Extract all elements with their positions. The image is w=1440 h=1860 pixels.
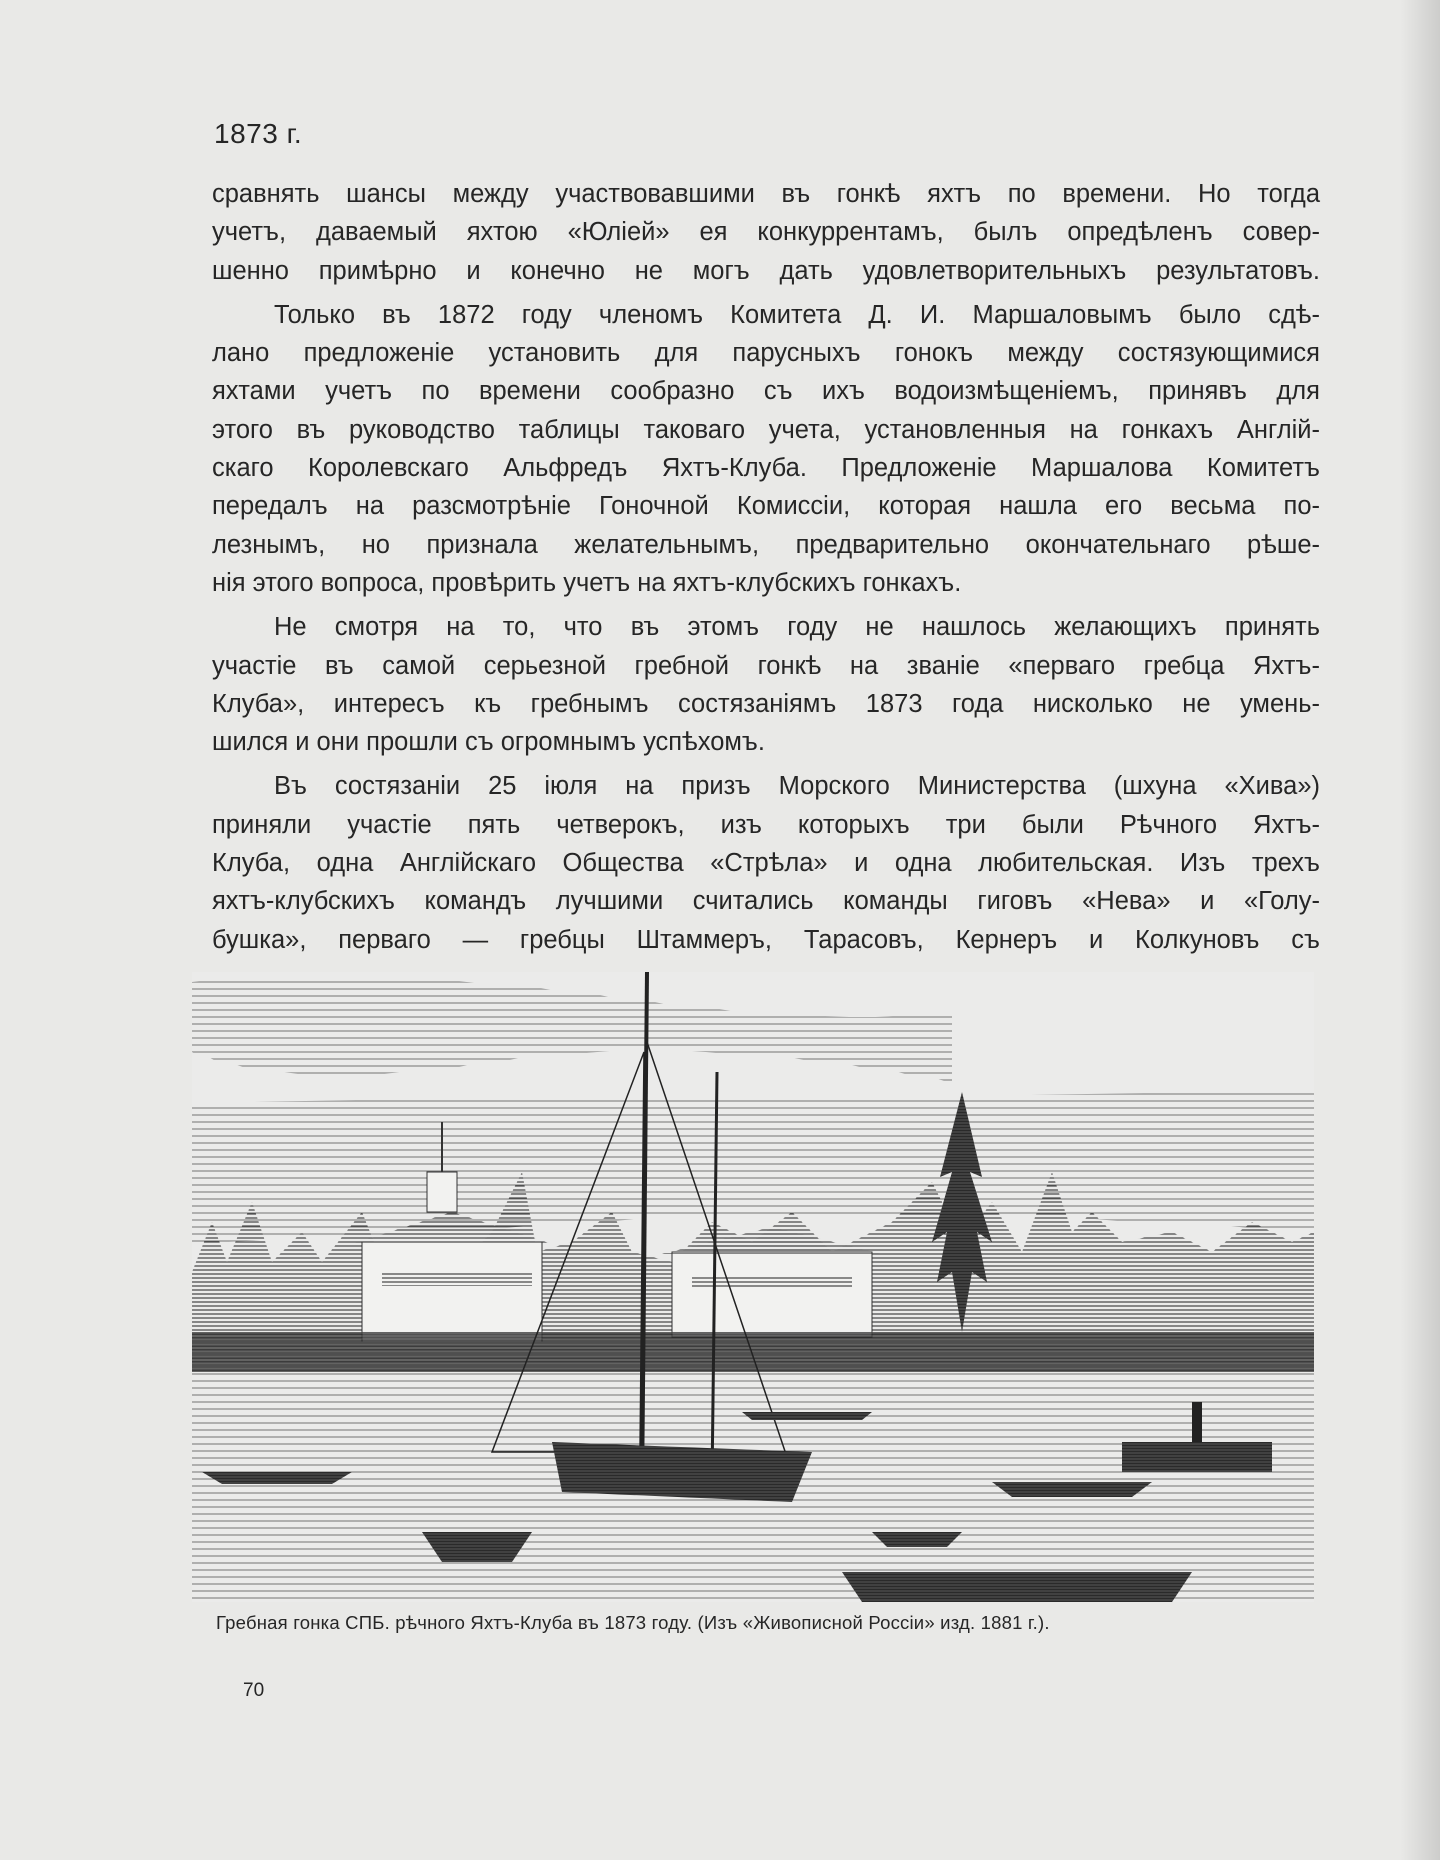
text-line: Не смотря на то, что въ этомъ году не нашлось желающихъ принять <box>274 613 1320 642</box>
text-line: Клуба, одна Англійскаго Общества «Стрѣла» и одна любительская. Изъ трехъ <box>212 849 1320 878</box>
text-line: лезнымъ, но признала желательнымъ, предварительно окончательнаго рѣше- <box>212 530 1320 559</box>
text-line: бушка», перваго — гребцы Штаммеръ, Тарасовъ, Кернеръ и Колкуновъ съ <box>212 925 1320 954</box>
text-line: яхтъ-клубскихъ командъ лучшими считались команды гиговъ «Нева» и «Голу- <box>212 887 1320 916</box>
text-line: сравнять шансы между участвовавшими въ гонкѣ яхтъ по времени. Но тогда <box>212 180 1320 208</box>
text-line: Въ состязаніи 25 іюля на призъ Морского Министерства (шхуна «Хива») <box>274 772 1320 801</box>
text-line: Клуба», интересъ къ гребнымъ состязаніямъ 1873 года нисколько не умень- <box>212 689 1320 718</box>
text-line: скаго Королевскаго Альфредъ Яхтъ-Клуба. Предложеніе Маршалова Комитетъ <box>212 454 1320 483</box>
page-edge-shadow <box>1400 0 1440 1860</box>
engraving-illustration <box>192 972 1314 1602</box>
text-line: этого въ руководство таблицы таковаго учета, установленныя на гонкахъ Англій- <box>212 415 1320 444</box>
text-line: учетъ, даваемый яхтою «Юліей» ея конкуррентамъ, былъ опредѣленъ совер- <box>212 218 1320 247</box>
text-line: передалъ на разсмотрѣніе Гоночной Комиссіи, которая нашла его весьма по- <box>212 492 1320 521</box>
text-line: шился и они прошли съ огромнымъ успѣхомъ. <box>212 728 765 757</box>
text-line: Только въ 1872 году членомъ Комитета Д. И. Маршаловымъ было сдѣ- <box>274 300 1320 329</box>
figure-caption: Гребная гонка СПБ. рѣчного Яхтъ-Клуба въ 1873 году. (Изъ «Живописной Россіи» изд. 1881 г.). <box>216 1612 1050 1633</box>
text-line: приняли участіе пять четверокъ, изъ которыхъ три были Рѣчного Яхтъ- <box>212 810 1320 839</box>
shore <box>192 1332 1314 1372</box>
text-line: нія этого вопроса, провѣрить учетъ на яхтъ-клубскихъ гонкахъ. <box>212 568 962 597</box>
text-line: участіе въ самой серьезной гребной гонкѣ на званіе «перваго гребца Яхтъ- <box>212 651 1320 680</box>
page-number: 70 <box>243 1680 265 1701</box>
body-text <box>212 175 1320 959</box>
text-line: лано предложеніе установить для парусныхъ гонокъ между состязующимися <box>212 339 1320 368</box>
running-head: 1873 г. <box>214 118 303 149</box>
text-line: шенно примѣрно и конечно не могъ дать удовлетворительныхъ результатовъ. <box>212 256 1320 285</box>
text-line: яхтами учетъ по времени сообразно съ ихъ водоизмѣщеніемъ, принявъ для <box>212 377 1320 406</box>
